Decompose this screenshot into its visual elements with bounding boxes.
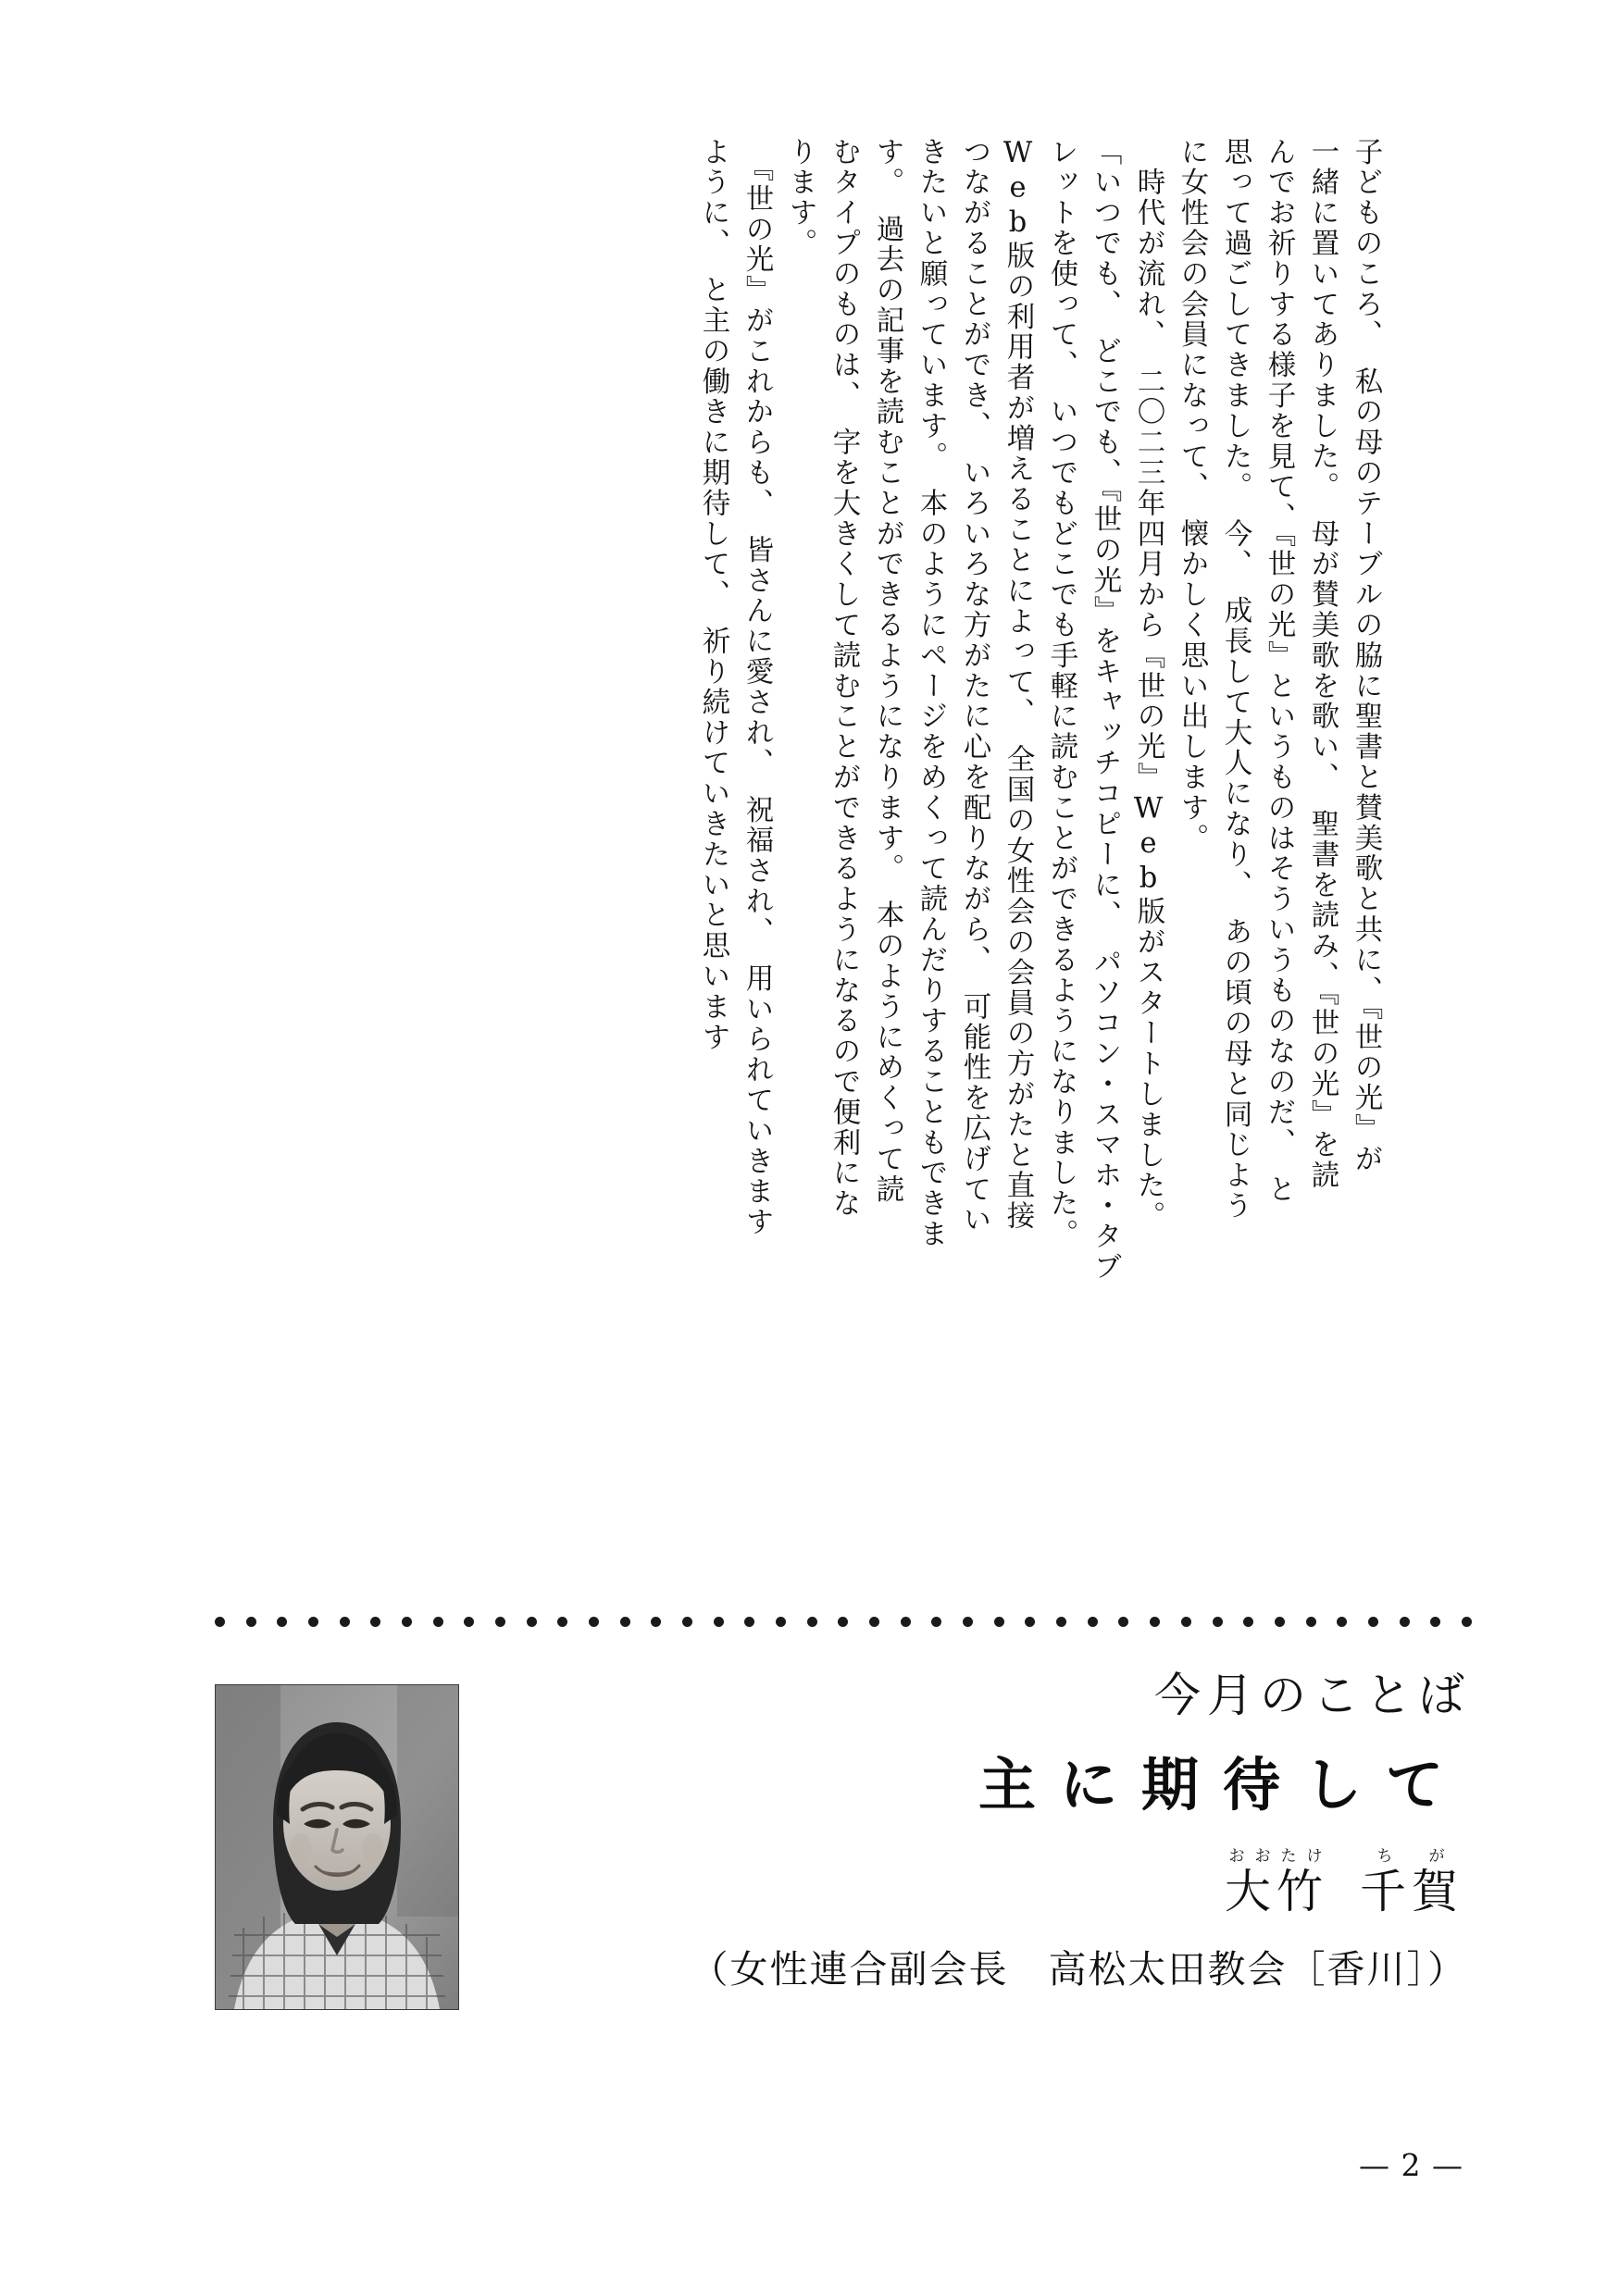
- divider-dot: [1056, 1617, 1066, 1627]
- divider-dot: [1243, 1617, 1253, 1627]
- article-column: んでお祈りする様子を見て、『世の光』というものはそういうものなのだ、 と: [1263, 137, 1295, 1205]
- article-column: 子どものころ、 私の母のテーブルの脇に聖書と賛美歌と共に、『世の光』が: [1350, 137, 1382, 1174]
- page-title: 主に期待して: [978, 1751, 1467, 1818]
- author-surname-block: [1225, 1847, 1328, 1918]
- divider-dot: [1181, 1617, 1191, 1627]
- divider-dot: [963, 1617, 973, 1627]
- section-label: 今月のことば: [1154, 1669, 1471, 1722]
- author-section: [0, 1657, 1619, 2138]
- ruby-char: ち: [1376, 1847, 1395, 1866]
- divider-dot: [682, 1617, 692, 1627]
- divider-dot: [215, 1617, 225, 1627]
- author-given: 千賀: [1360, 1865, 1463, 1918]
- author-affiliation: （女性連合副会長 高松太田教会［香川］）: [690, 1947, 1467, 1992]
- divider-dot: [776, 1617, 786, 1627]
- ruby-surname: [1225, 1849, 1328, 1865]
- divider-dot: [1213, 1617, 1223, 1627]
- divider-dot: [340, 1617, 350, 1627]
- article-column: レットを使って、 いつでもどこでも手軽に読むことができるようになりました。: [1045, 137, 1077, 1250]
- divider-dot: [1025, 1617, 1035, 1627]
- divider-dot: [869, 1617, 879, 1627]
- divider-dot: [931, 1617, 941, 1627]
- divider-dot: [277, 1617, 287, 1627]
- ruby-char: お: [1228, 1847, 1247, 1866]
- article-column: す。 過去の記事を読むことができるようになります。 本のようにめくって読: [871, 137, 903, 1205]
- divider-dot: [1150, 1617, 1160, 1627]
- section-headings: [691, 1666, 1472, 1993]
- divider-dot: [1118, 1617, 1128, 1627]
- divider-dot: [1337, 1617, 1347, 1627]
- divider-dot: [901, 1617, 911, 1627]
- divider-dot: [994, 1617, 1004, 1627]
- divider-dot: [1088, 1617, 1098, 1627]
- divider-dot: [1306, 1617, 1316, 1627]
- article-column: ように、 と主の働きに期待して、 祈り続けていきたいと思います: [697, 137, 729, 1053]
- divider-dot: [370, 1617, 380, 1627]
- divider-dot: [495, 1617, 505, 1627]
- article-column: ります。: [784, 137, 816, 259]
- divider-dot: [1368, 1617, 1378, 1627]
- article-column: Web版の利用者が増えることによって、 全国の女性会の会員の方がたと直接: [1002, 137, 1034, 1232]
- divider-dot: [1400, 1617, 1410, 1627]
- page-number: — 2 —: [1359, 2147, 1463, 2183]
- article-column: に女性会の会員になって、 懐かしく思い出します。: [1176, 137, 1208, 854]
- divider-dot: [527, 1617, 537, 1627]
- article-body: [268, 137, 1382, 1581]
- divider-dot: [557, 1617, 567, 1627]
- divider-dot: [1275, 1617, 1285, 1627]
- article-column: つながることができ、 いろいろな方がたに心を配りながら、 可能性を広げてい: [958, 137, 990, 1235]
- article-column: きたいと願っています。 本のようにページをめくって読んだりすることもできま: [915, 137, 947, 1250]
- ruby-char: た: [1280, 1847, 1299, 1866]
- divider-dot: [744, 1617, 754, 1627]
- author-surname: 大竹: [1225, 1865, 1328, 1918]
- divider-dot: [651, 1617, 661, 1627]
- ruby-char: が: [1428, 1847, 1447, 1866]
- article-column: 一緒に置いてありました。 母が賛美歌を歌い、 聖書を読み、『世の光』を読: [1306, 137, 1339, 1191]
- dotted-divider: [215, 1616, 1472, 1627]
- article-column: 『世の光』がこれからも、 皆さんに愛され、 祝福され、 用いられていきます: [741, 137, 773, 1238]
- divider-dot: [464, 1617, 474, 1627]
- article-column: 時代が流れ、 二〇二三年四月から『世の光』Web版がスタートしました。: [1132, 137, 1164, 1232]
- author-given-block: [1360, 1847, 1463, 1918]
- article-column: むタイプのものは、 字を大きくして読むことができるようになるので便利にな: [828, 137, 860, 1220]
- divider-dot: [246, 1617, 256, 1627]
- article-column: 思って過ごしてきました。 今、 成長して大人になり、 あの頃の母と同じよう: [1219, 137, 1252, 1222]
- divider-dot: [308, 1617, 318, 1627]
- author-name: [691, 1847, 1472, 1918]
- divider-dot: [589, 1617, 599, 1627]
- divider-dot: [838, 1617, 848, 1627]
- article-column: 「いつでも、 どこでも、『世の光』をキャッチコピーに、 パソコン・スマホ・タブ: [1089, 137, 1121, 1283]
- divider-dot: [433, 1617, 443, 1627]
- portrait-photo: [215, 1684, 459, 2010]
- divider-dot: [1462, 1617, 1472, 1627]
- divider-dot: [402, 1617, 412, 1627]
- ruby-given: [1360, 1849, 1463, 1865]
- ruby-char: け: [1306, 1847, 1325, 1866]
- divider-dot: [714, 1617, 724, 1627]
- ruby-char: お: [1254, 1847, 1273, 1866]
- divider-dot: [620, 1617, 630, 1627]
- divider-dot: [1430, 1617, 1440, 1627]
- divider-dot: [807, 1617, 817, 1627]
